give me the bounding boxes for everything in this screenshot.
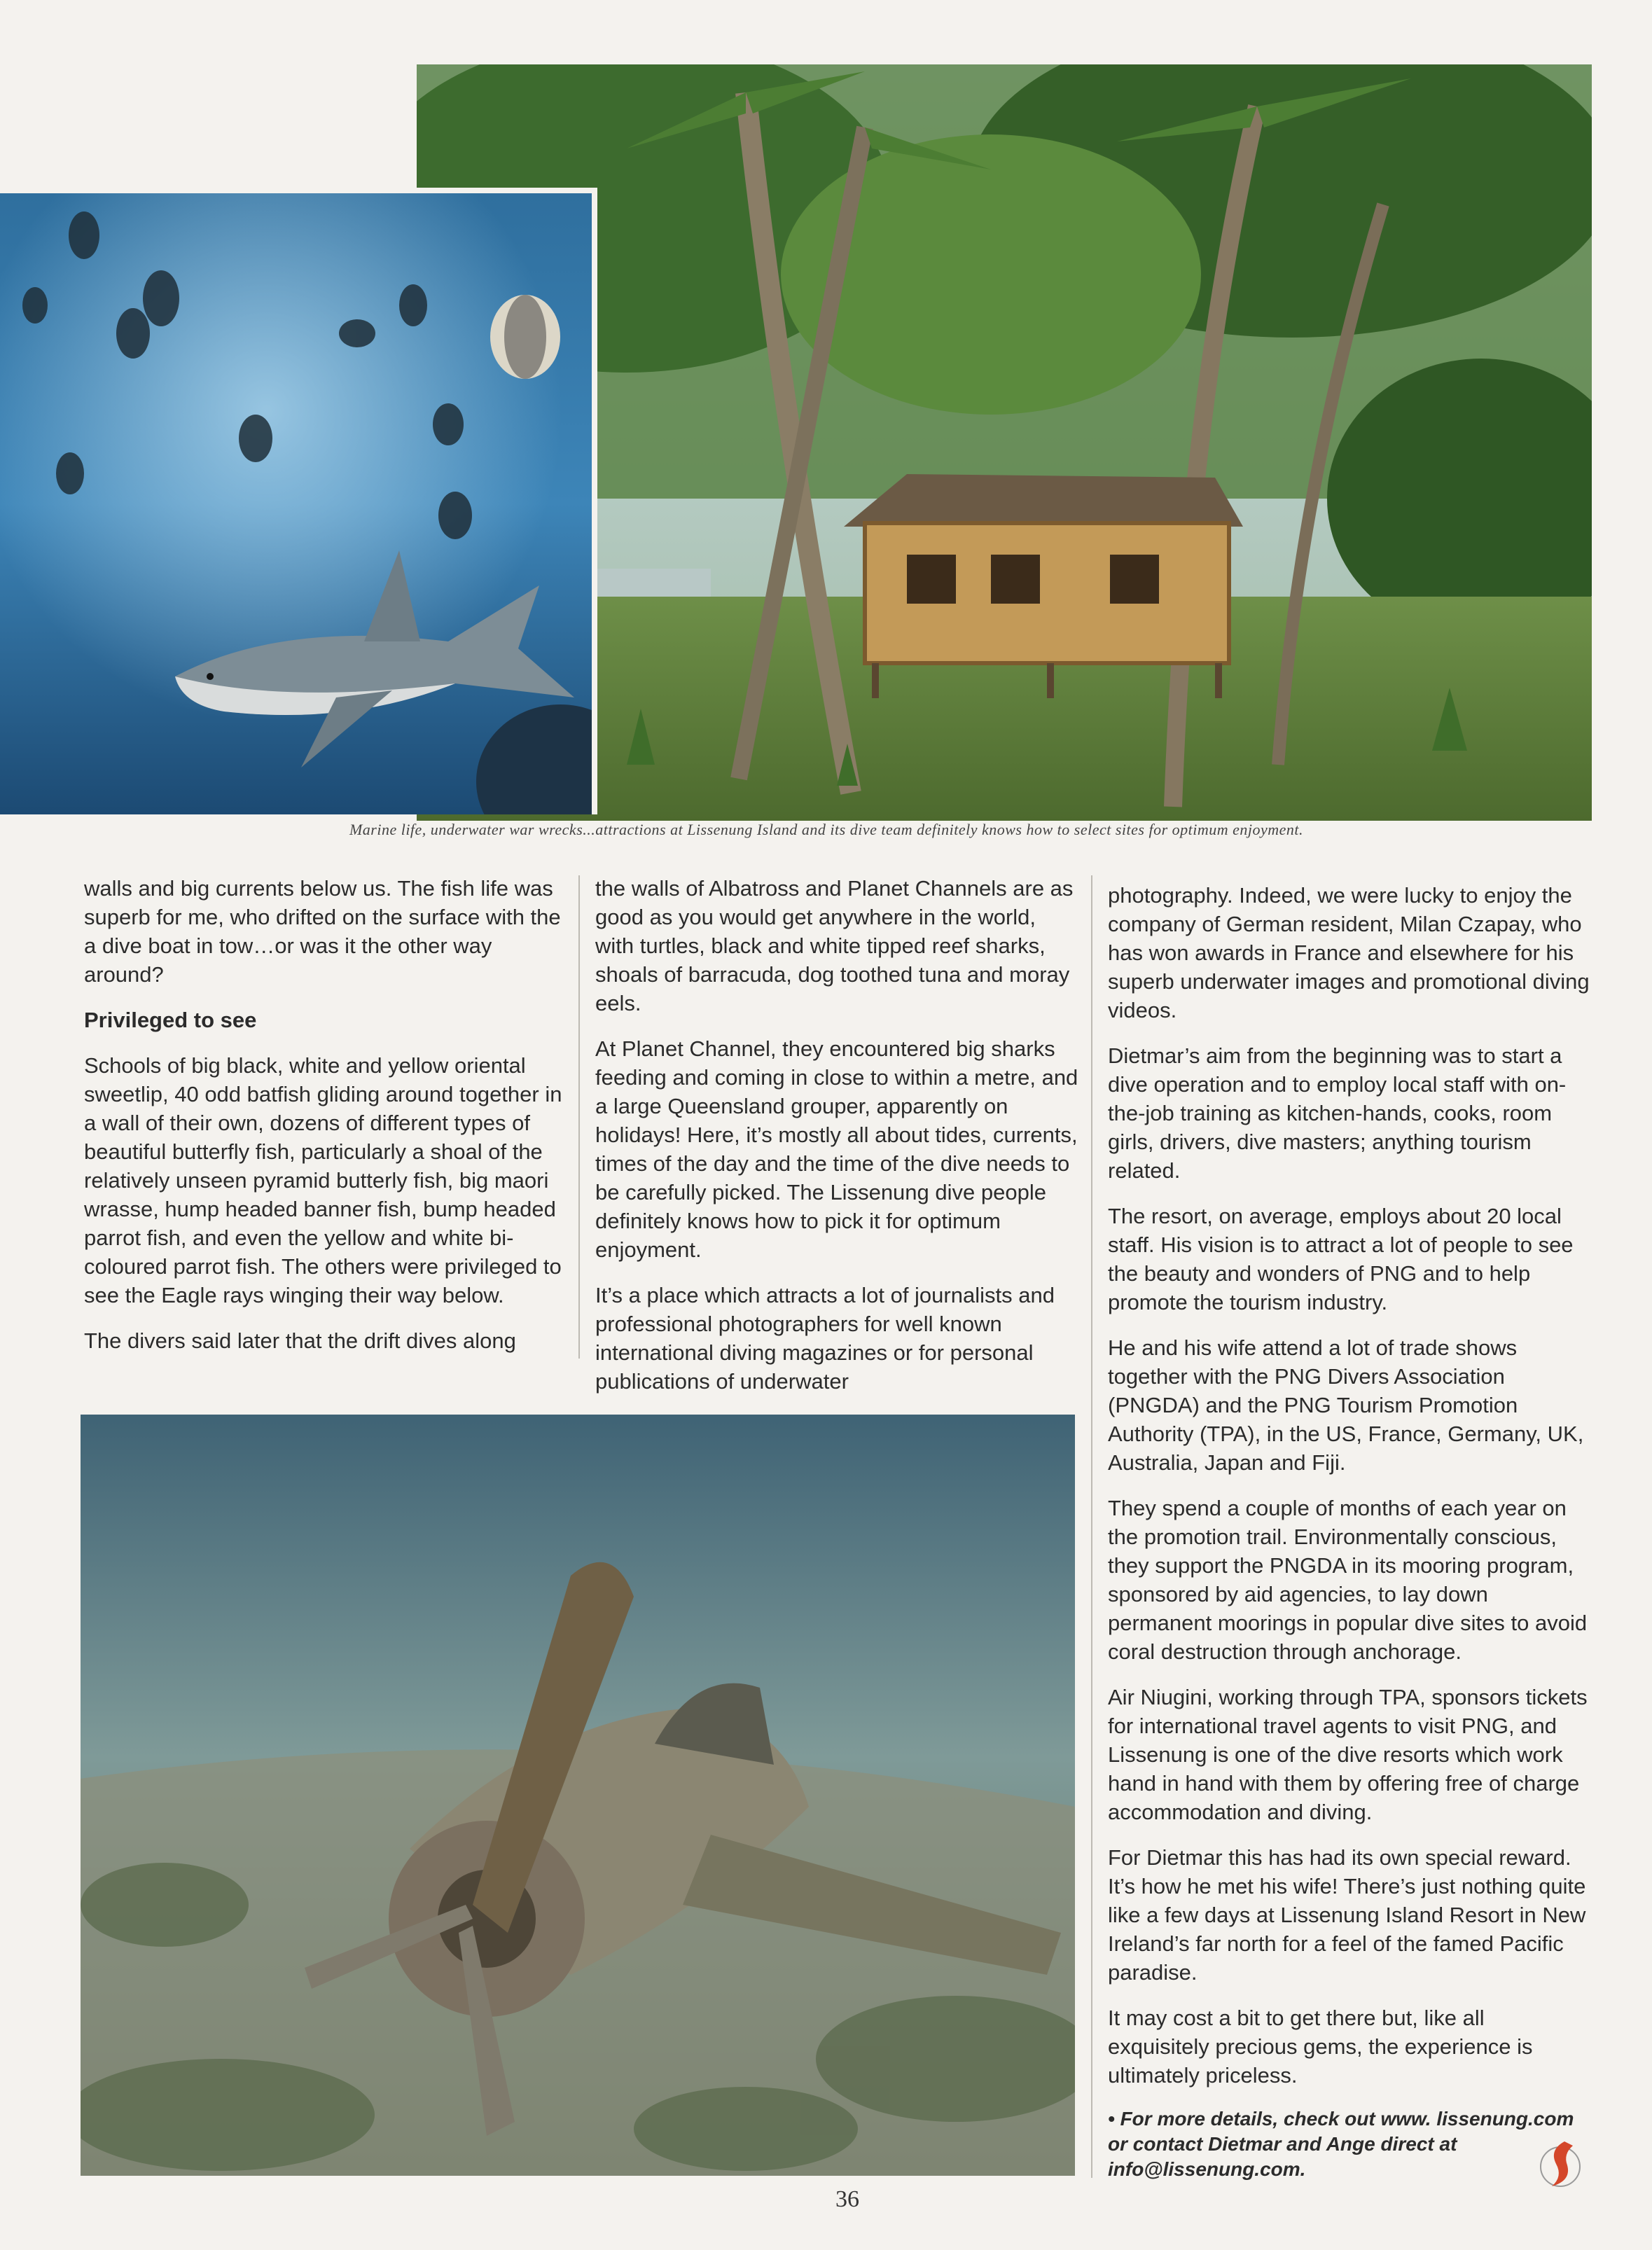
paragraph: the walls of Albatross and Planet Channels are as good as you would get anywhere in the world, with turtles, black and white tipped reef sharks, shoals of barracuda, dog toothed tuna and moray eels. <box>595 876 1074 1015</box>
photo-caption: Marine life, underwater war wrecks...attractions at Lissenung Island and its dive team definitely knows how to select sites for optimum enjoyment. <box>349 821 1304 838</box>
more-info-note: • For more details, check out www. lissenung.com or contact Dietmar and Ange direct at info@lissenung.com. <box>1108 2108 1574 2180</box>
shark-photo <box>0 188 597 814</box>
plane-wreck-photo <box>81 1415 1075 2176</box>
paragraph: For Dietmar this has had its own special reward. It’s how he met his wife! There’s just nothing quite like a few days at Lissenung Island Resort in New Ireland’s far north for a feel of the famed Pacific paradise. <box>1108 1845 1586 1985</box>
paragraph: The resort, on average, employs about 20 local staff. His vision is to attract a lot of people to see the beauty and wonders of PNG and to help promote the tourism industry. <box>1108 1204 1574 1314</box>
paragraph: walls and big currents below us. The fish life was superb for me, who drifted on the surface with the a dive boat in tow…or was it the other way around? <box>84 876 561 987</box>
magazine-logo-icon <box>1532 2136 1588 2192</box>
paragraph: Schools of big black, white and yellow oriental sweetlip, 40 odd batfish gliding around together in a wall of their own, dozens of different types of beautiful butterfly fish, particularly a shoal of the relatively unseen pyramid butterly fish, big maori wrasse, hump headed banner fish, bump headed parrot fish, and even the yellow and white bi-coloured parrot fish. The others were privileged to see the Eagle rays winging their way below. <box>84 1053 562 1307</box>
paragraph: He and his wife attend a lot of trade shows together with the PNG Divers Association (PNGDA) and the PNG Tourism Promotion Authority (TPA), in the US, France, Germany, UK, Australia, Japan and Fiji. <box>1108 1335 1584 1475</box>
paragraph: They spend a couple of months of each year on the promotion trail. Environmentally conscious, they support the PNGDA in its mooring program, sponsored by aid agencies, to lay down permanent moorings in popular dive sites to avoid coral destruction through anchorage. <box>1108 1496 1588 1664</box>
paragraph: Air Niugini, working through TPA, sponsors tickets for international travel agents to visit PNG, and Lissenung is one of the dive resorts which work hand in hand with them by offering free of charge accommodation and diving. <box>1108 1685 1588 1824</box>
paragraph: photography. Indeed, we were lucky to enjoy the company of German resident, Milan Czapay, who has won awards in France and elsewhere for his superb underwater images and promotional diving videos. <box>1108 883 1590 1022</box>
paragraph: At Planet Channel, they encountered big sharks feeding and coming in close to within a metre, and a large Queensland grouper, apparently on holidays! Here, it’s mostly all about tides, currents, times of the day and the time of the dive needs to be carefully picked. The Lissenung dive people definitely knows how to pick it for optimum enjoyment. <box>595 1036 1078 1262</box>
paragraph: It’s a place which attracts a lot of journalists and professional photographers for well known international diving magazines or for personal publications of underwater <box>595 1283 1055 1394</box>
text-column-1 <box>84 874 567 1372</box>
column-divider <box>1091 875 1092 2178</box>
paragraph: Dietmar’s aim from the beginning was to start a dive operation and to employ local staff with on-the-job training as kitchen-hands, cooks, room girls, drivers, dive masters; anything tourism related. <box>1108 1043 1567 1183</box>
page-number: 36 <box>835 2186 859 2212</box>
text-column-2 <box>595 874 1078 1412</box>
paragraph: It may cost a bit to get there but, like all exquisitely precious gems, the experience is ultimately priceless. <box>1108 2006 1533 2088</box>
subheading: Privileged to see <box>84 1008 257 1032</box>
text-column-3 <box>1108 881 1591 2182</box>
column-divider <box>578 875 580 1359</box>
paragraph: The divers said later that the drift dives along <box>84 1328 516 1353</box>
